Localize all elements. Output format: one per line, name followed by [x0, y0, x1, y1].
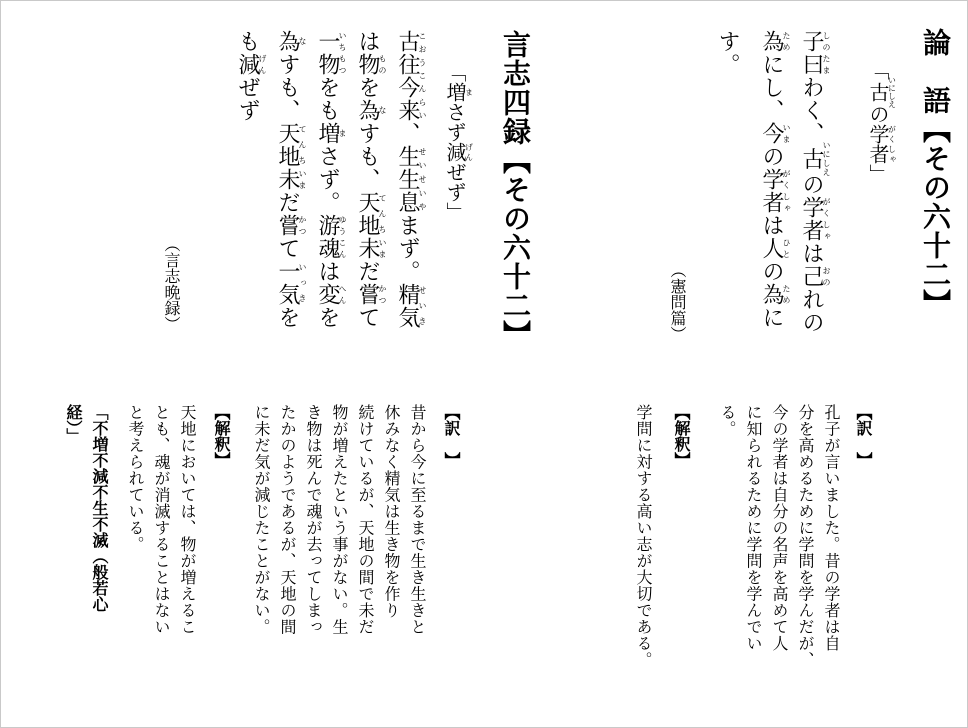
text-segment: て [355, 306, 380, 329]
furigana: せいせいや [418, 145, 427, 214]
ruby-word: 未いま [275, 168, 307, 191]
text-segment: すも、 [355, 122, 380, 191]
text-segment: れの [799, 288, 824, 334]
ruby-word: 増ま [443, 82, 474, 102]
text-segment: 「 [866, 60, 890, 80]
text-segment: の [759, 145, 784, 168]
furigana: な [378, 99, 387, 122]
ruby-word: 未いま [355, 237, 387, 260]
furigana: もの [378, 53, 387, 76]
ruby-word: 為な [275, 30, 307, 53]
rongo-body-line-2 [750, 30, 792, 329]
furigana: げん [464, 142, 474, 162]
furigana: しのたま [822, 30, 831, 76]
genshi-translation-line-3: 続けているが、天地の間で未だ [356, 404, 375, 635]
furigana: へん [338, 283, 347, 306]
page-border-top [0, 0, 968, 1]
genshi-commentary-line-3: と考えられている。 [126, 404, 145, 553]
rongo-title: 論 語【その六十二】 [919, 28, 952, 318]
ruby-word: 天地てんち [275, 122, 307, 168]
furigana: ため [782, 283, 791, 306]
text-segment: は [315, 260, 340, 283]
furigana: ひと [782, 237, 791, 260]
rongo-subtitle [866, 60, 896, 184]
ruby-word: 為ため [759, 30, 791, 53]
text-segment: の [759, 260, 784, 283]
ruby-word: 為な [355, 99, 387, 122]
ruby-word: 嘗かつ [355, 283, 387, 306]
ruby-word: 人ひと [759, 237, 791, 260]
ruby-word: 変へん [315, 283, 347, 306]
ruby-word: 減げん [235, 53, 267, 76]
furigana: ゆうこん [338, 214, 347, 260]
text-segment: す。 [715, 30, 740, 76]
text-segment: さず。 [315, 145, 340, 214]
genshi-commentary-line-2: とも、魂が消滅することはない [152, 404, 171, 635]
genshi-translation-label: 【訳 】 [442, 404, 461, 468]
genshi-translation-line-2: 休みなく精気は生き物を作り [382, 404, 401, 619]
furigana: かつ [378, 283, 387, 306]
ruby-word: 游魂ゆうこん [315, 214, 347, 260]
genshi-quote-line-2: 経）」 [64, 404, 83, 444]
text-segment: だ [275, 191, 300, 214]
text-segment: は [799, 242, 824, 265]
furigana: せいき [418, 283, 427, 329]
furigana: いま [298, 168, 307, 191]
genshi-body-line-2 [346, 30, 388, 329]
ruby-word: 減げん [443, 142, 474, 162]
furigana: いにしえ [887, 76, 897, 108]
genshi-translation-line-7: に未だ気が減じたことがない。 [252, 404, 271, 635]
ruby-word: 己おの [799, 265, 831, 288]
text-segment: にし、 [759, 53, 784, 122]
furigana: こおうこんらい [418, 30, 427, 122]
ruby-word: 学者がくしゃ [799, 196, 831, 242]
text-segment: さず [443, 102, 467, 142]
genshi-translation-line-5: き物は死んで魂が去ってしまっ [304, 404, 323, 635]
genshi-body-line-5 [226, 30, 268, 122]
ruby-word: 今いま [759, 122, 791, 145]
genshi-translation-line-6: たかのようであるが、天地の間 [278, 404, 297, 635]
rongo-translation-label: 【訳 】 [854, 404, 873, 468]
text-segment: も [235, 30, 260, 53]
furigana: がくしゃ [822, 196, 831, 242]
ruby-word: 古いにしえ [799, 141, 831, 177]
genshi-body-line-4 [266, 30, 308, 329]
rongo-source: （憲問篇） [668, 262, 687, 342]
furigana: いにしえ [822, 141, 831, 177]
furigana: かつ [298, 214, 307, 237]
text-segment: わく、 [799, 76, 824, 145]
text-segment: に [759, 306, 784, 329]
furigana: いちもつ [338, 30, 347, 76]
text-segment: を [315, 306, 340, 329]
text-segment: は [759, 214, 784, 237]
text-segment: ぜず」 [443, 162, 467, 222]
ruby-word: 嘗かつ [275, 214, 307, 237]
rongo-commentary-label: 【解釈】 [672, 404, 691, 468]
ruby-word: 為ため [759, 283, 791, 306]
text-segment: ぜず [235, 76, 260, 122]
ruby-word: 精気せいき [395, 283, 427, 329]
ruby-word: 学者がくしゃ [866, 124, 897, 164]
text-segment: まず。 [395, 214, 420, 283]
rongo-body-line-1 [790, 30, 832, 334]
text-segment: を [275, 306, 300, 329]
rongo-body-line-3 [706, 30, 748, 76]
rongo-translation-line-5: る。 [718, 404, 737, 437]
furigana: ため [782, 30, 791, 53]
genshi-translation-line-4: 物が増えたという事がない。生 [330, 404, 349, 635]
text-segment: 、 [395, 122, 420, 145]
text-segment: は [355, 30, 380, 53]
furigana: がくしゃ [887, 124, 897, 164]
genshi-quote-line-1: 「不増不減不生不滅（般若心 [90, 404, 109, 612]
text-segment: て [275, 237, 300, 260]
furigana: ま [338, 122, 347, 145]
rongo-translation-line-2: 分を高めるために学問を学んだが、 [796, 404, 815, 668]
ruby-word: 子曰しのたま [799, 30, 831, 76]
text-segment: だ [355, 260, 380, 283]
text-segment: すも、 [275, 53, 300, 122]
ruby-word: 生生息せいせいや [395, 145, 427, 214]
furigana: いま [782, 122, 791, 145]
text-segment: 」 [866, 164, 890, 184]
furigana: いま [378, 237, 387, 260]
text-segment: の [799, 173, 824, 196]
ruby-word: 増ま [315, 122, 347, 145]
ruby-word: 一物いちもつ [315, 30, 347, 76]
text-segment: 「 [443, 62, 467, 82]
ruby-word: 学者がくしゃ [759, 168, 791, 214]
furigana: おの [822, 265, 831, 288]
ruby-word: 古往今来こおうこんらい [395, 30, 427, 122]
page-border-left [0, 0, 1, 728]
genshi-commentary-label: 【解釈】 [212, 404, 231, 468]
ruby-word: 天地てんち [355, 191, 387, 237]
genshi-commentary-line-1: 天地においては、物が増えるこ [178, 404, 197, 635]
rongo-translation-line-1: 孔子が言いました。昔の学者は自 [822, 404, 841, 652]
rongo-translation-line-4: に知られるために学問を学んでい [744, 404, 763, 652]
furigana: がくしゃ [782, 168, 791, 214]
genshi-source: （言志晩録） [162, 236, 181, 332]
furigana: な [298, 30, 307, 53]
ruby-word: 古いにしえ [866, 76, 897, 108]
rongo-translation-line-3: 今の学者は自分の名声を高めて人 [770, 404, 789, 652]
furigana: げん [258, 53, 267, 76]
rongo-commentary-line-1: 学問に対する高い志が大切である。 [634, 404, 653, 668]
furigana: ま [464, 82, 474, 102]
furigana: てんち [298, 122, 307, 168]
furigana: いっき [298, 260, 307, 306]
text-segment: を [355, 76, 380, 99]
genshi-subtitle [443, 62, 473, 222]
genshi-body-line-3 [306, 30, 348, 329]
ruby-word: 一気いっき [275, 260, 307, 306]
ruby-word: 物もの [355, 53, 387, 76]
genshi-translation-line-1: 昔から今に至るまで生き生きと [408, 404, 427, 635]
genshi-body-line-1 [386, 30, 428, 329]
furigana: てんち [378, 191, 387, 237]
genshi-title: 言志四録【その六十二】 [499, 30, 532, 349]
text-segment: の [866, 104, 890, 124]
text-segment: をも [315, 76, 340, 122]
